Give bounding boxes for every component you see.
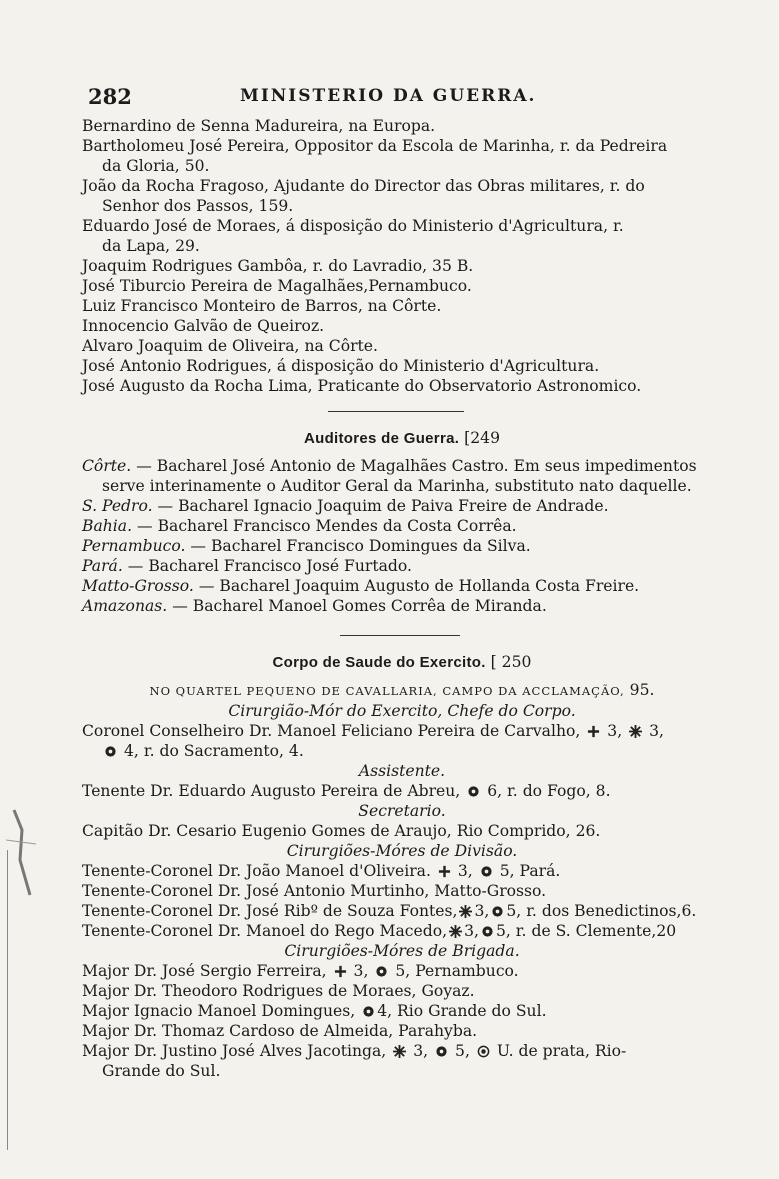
list-item <box>82 1041 722 1061</box>
list-item <box>82 741 722 761</box>
location-text: NO QUARTEL PEQUENO DE CAVALLARIA, CAMPO DA ACCLAMAÇÃO, <box>149 684 625 698</box>
list-item <box>82 476 722 496</box>
list-item: da Lapa, 29. <box>102 237 200 255</box>
list-item <box>82 721 722 741</box>
entry-text: 3, <box>464 922 479 940</box>
entry-text: 4, <box>123 742 139 760</box>
list-item: Eduardo José de Moraes, á disposição do Ministerio d'Agricultura, r. <box>82 217 624 235</box>
entry-text: — Bacharel Francisco Mendes da Costa Corrêa. <box>137 517 517 535</box>
entry-text: 3, <box>607 722 623 740</box>
rose-medal-icon <box>467 785 480 798</box>
place-name: Pernambuco. <box>82 537 186 555</box>
order-star-cross-icon <box>449 925 462 938</box>
subheading: Assistente. <box>358 762 446 780</box>
order-star-cross-icon <box>459 905 472 918</box>
place-name: Pará. <box>82 557 123 575</box>
list-item <box>82 496 722 516</box>
list-item <box>82 516 722 536</box>
order-cross-icon <box>438 865 451 878</box>
entry-text: 4, Rio Grande do Sul. <box>377 1002 547 1020</box>
subheading: Secretario. <box>358 802 446 820</box>
officer-list <box>82 116 722 396</box>
entry-text: — Bacharel José Antonio de Magalhães Castro. Em seus impedimentos <box>136 457 697 475</box>
entry-text: serve interinamente o Auditor Geral da Marinha, substituto nato daquelle. <box>102 477 692 495</box>
entry-text: Coronel Conselheiro Dr. Manoel Feliciano Pereira de Carvalho, <box>82 722 581 740</box>
subheading: Cirurgião-Mór do Exercito, Chefe do Corpo. <box>228 702 576 720</box>
entry-text: 5, r. de S. Clemente,20 <box>495 922 677 940</box>
list-item <box>82 961 722 981</box>
entry-text: 5, Pará. <box>499 862 561 880</box>
medal-circle-icon <box>477 1045 490 1058</box>
list-item: Senhor dos Passos, 159. <box>102 197 294 215</box>
order-cross-icon <box>587 725 600 738</box>
entry-text: 3, <box>353 962 369 980</box>
entry-text: Tenente-Coronel Dr. Manoel do Rego Macedo, <box>82 922 448 940</box>
section-ref: [ 250 <box>490 653 532 671</box>
entry-text: 3, <box>457 862 473 880</box>
location-number: 95. <box>629 681 655 699</box>
list-item: Grande do Sul. <box>102 1062 221 1080</box>
list-item <box>82 536 722 556</box>
section-title: Auditores de Guerra. <box>303 430 460 447</box>
section-ref: [249 <box>464 429 501 447</box>
list-item: Alvaro Joaquim de Oliveira, na Côrte. <box>82 337 378 355</box>
list-item <box>82 556 722 576</box>
page-edge-line <box>7 850 8 1150</box>
list-item <box>82 456 722 476</box>
corpo-list <box>82 680 722 1081</box>
place-name: Côrte. <box>82 457 132 475</box>
list-item: Bartholomeu José Pereira, Oppositor da Escola de Marinha, r. da Pedreira <box>82 137 668 155</box>
list-item <box>82 1001 722 1021</box>
entry-text: 3, <box>649 722 665 740</box>
list-item <box>82 596 722 616</box>
entry-text: r. do Sacramento, 4. <box>143 742 304 760</box>
entry-text: 3, <box>474 902 490 920</box>
list-item: Innocencio Galvão de Queiroz. <box>82 317 325 335</box>
list-item <box>82 861 722 881</box>
entry-text: Tenente Dr. Eduardo Augusto Pereira de Abreu, <box>82 782 461 800</box>
list-item: Bernardino de Senna Madureira, na Europa. <box>82 117 436 135</box>
auditores-list <box>82 456 722 616</box>
section-divider <box>340 635 460 636</box>
location-line <box>82 680 722 701</box>
rose-medal-icon <box>435 1045 448 1058</box>
page-edge-mark <box>0 800 38 910</box>
entry-text: Tenente-Coronel Dr. José Ribº de Souza Fontes, <box>82 902 458 920</box>
entry-text: — Bacharel Francisco José Furtado. <box>127 557 412 575</box>
entry-text: Tenente-Coronel Dr. João Manoel d'Oliveira. <box>82 862 431 880</box>
list-item: Capitão Dr. Cesario Eugenio Gomes de Araujo, Rio Comprido, 26. <box>82 822 601 840</box>
list-item: José Augusto da Rocha Lima, Praticante do Observatorio Astronomico. <box>82 377 642 395</box>
list-item: Tenente-Coronel Dr. José Antonio Murtinho, Matto-Grosso. <box>82 882 547 900</box>
entry-text: 5, r. dos Benedictinos,6. <box>506 902 697 920</box>
list-item: Major Dr. Theodoro Rodrigues de Moraes, Goyaz. <box>82 982 475 1000</box>
list-item: João da Rocha Fragoso, Ajudante do Director das Obras militares, r. do <box>82 177 645 195</box>
place-name: S. Pedro. <box>82 497 153 515</box>
list-item: da Gloria, 50. <box>102 157 210 175</box>
entry-text: Major Dr. José Sergio Ferreira, <box>82 962 327 980</box>
entry-text: — Bacharel Francisco Domingues da Silva. <box>190 537 531 555</box>
rose-medal-icon <box>491 905 504 918</box>
list-item: Joaquim Rodrigues Gambôa, r. do Lavradio, 35 B. <box>82 257 474 275</box>
place-name: Amazonas. <box>82 597 168 615</box>
order-star-cross-icon <box>629 725 642 738</box>
rose-medal-icon <box>480 865 493 878</box>
list-item: José Antonio Rodrigues, á disposição do Ministerio d'Agricultura. <box>82 357 600 375</box>
place-name: Bahia. <box>82 517 133 535</box>
place-name: Matto-Grosso. <box>82 577 194 595</box>
list-item: José Tiburcio Pereira de Magalhães,Pernambuco. <box>82 277 472 295</box>
rose-medal-icon <box>104 745 117 758</box>
corpo-heading <box>82 652 722 673</box>
order-cross-icon <box>334 965 347 978</box>
section-divider <box>328 411 464 412</box>
entry-text: 3, <box>413 1042 429 1060</box>
running-title: MINISTERIO DA GUERRA. <box>240 86 537 106</box>
page-header <box>88 84 738 110</box>
entry-text: 6, r. do Fogo, 8. <box>487 782 611 800</box>
subheading: Cirurgiões-Móres de Brigada. <box>284 942 520 960</box>
entry-text: Major Ignacio Manoel Domingues, <box>82 1002 356 1020</box>
rose-medal-icon <box>481 925 494 938</box>
list-item: Major Dr. Thomaz Cardoso de Almeida, Parahyba. <box>82 1022 478 1040</box>
entry-text: 5, Pernambuco. <box>395 962 519 980</box>
subheading: Cirurgiões-Móres de Divisão. <box>286 842 518 860</box>
page-number: 282 <box>88 84 132 109</box>
list-item <box>82 901 722 921</box>
list-item: Luiz Francisco Monteiro de Barros, na Côrte. <box>82 297 442 315</box>
auditores-heading <box>82 428 722 449</box>
rose-medal-icon <box>375 965 388 978</box>
entry-text: U. de prata, Rio- <box>496 1042 627 1060</box>
entry-text: — Bacharel Joaquim Augusto de Hollanda Costa Freire. <box>198 577 640 595</box>
list-item <box>82 781 722 801</box>
rose-medal-icon <box>362 1005 375 1018</box>
entry-text: Major Dr. Justino José Alves Jacotinga, <box>82 1042 387 1060</box>
section-title: Corpo de Saude do Exercito. <box>272 654 486 671</box>
entry-text: — Bacharel Ignacio Joaquim de Paiva Freire de Andrade. <box>157 497 609 515</box>
list-item <box>82 576 722 596</box>
entry-text: 5, <box>455 1042 470 1060</box>
order-star-cross-icon <box>393 1045 406 1058</box>
entry-text: — Bacharel Manoel Gomes Corrêa de Miranda. <box>172 597 547 615</box>
list-item <box>82 921 722 941</box>
